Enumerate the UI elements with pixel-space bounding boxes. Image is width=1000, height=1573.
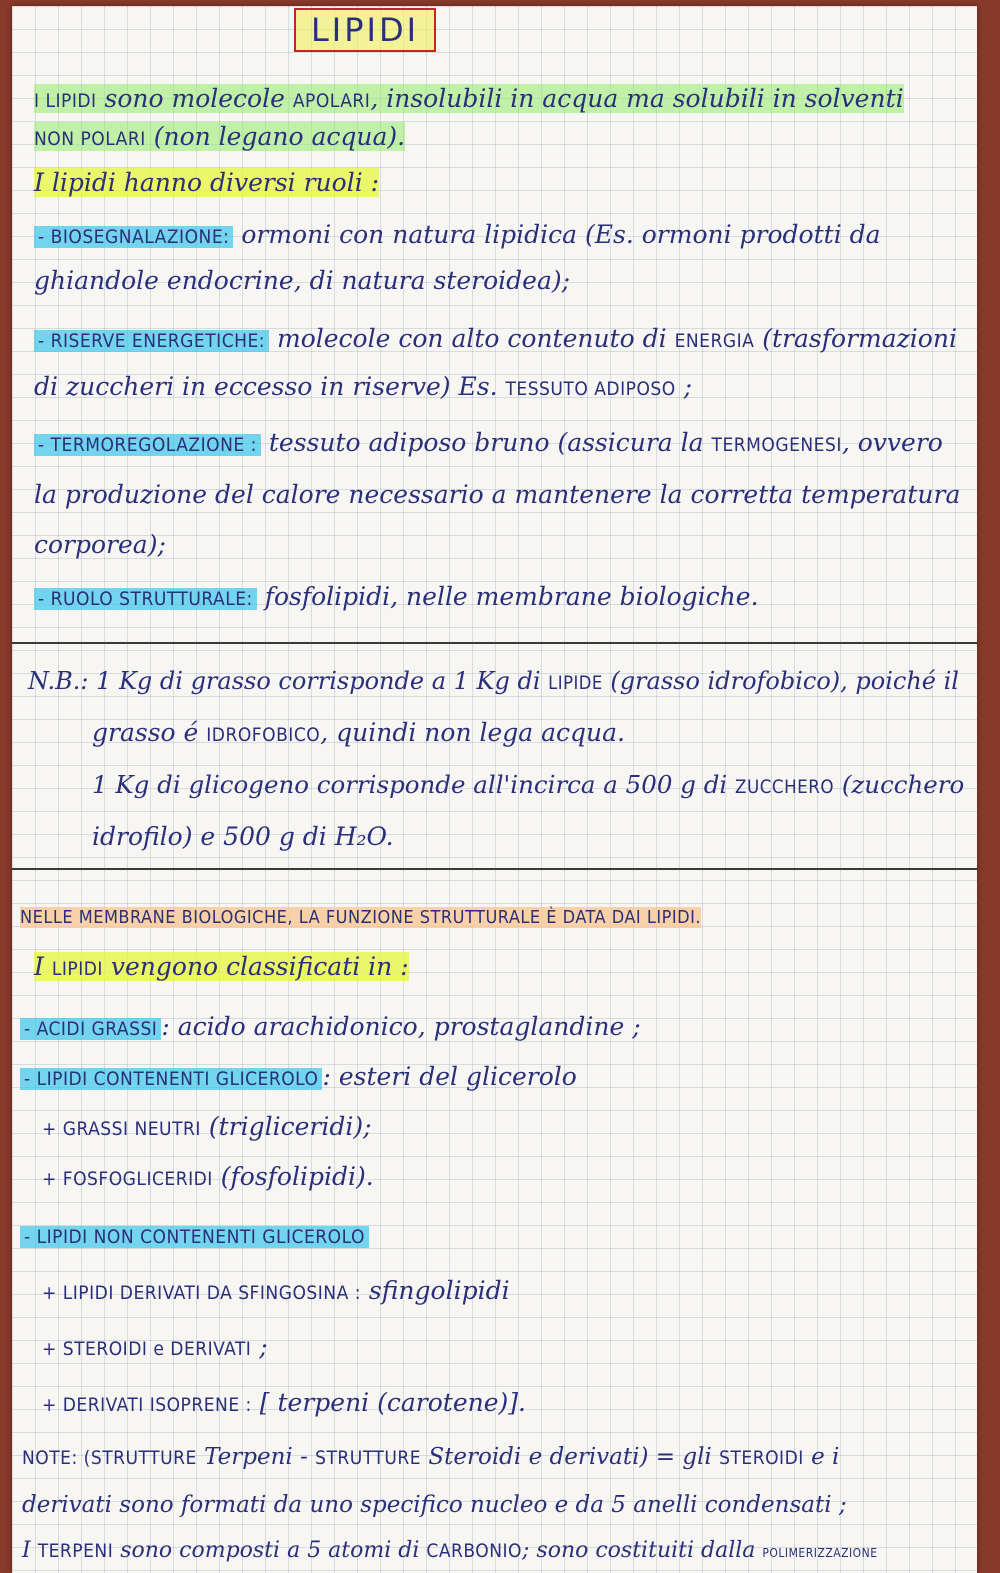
notebook-page (12, 6, 977, 1573)
role-strutturale: - RUOLO STRUTTURALE: fosfolipidi, nelle membrane biologiche. (34, 582, 759, 614)
non-glicerolo-sub-3: + DERIVATI ISOPRENE : [ terpeni (carotene)]. (42, 1388, 526, 1417)
intro-line-1: I LIPIDI sono molecole APOLARI, insolubili in acqua ma solubili in solventi (34, 84, 904, 113)
note-line-3: I TERPENI sono composti a 5 atomi di CARBONIO; sono costituiti dalla POLIMERIZZAZIONE (22, 1538, 878, 1563)
page-title: LIPIDI (294, 8, 436, 52)
class-acidi-grassi: - ACIDI GRASSI : acido arachidonico, prostaglandine ; (20, 1012, 641, 1044)
class-glicerolo: - LIPIDI CONTENENTI GLICEROLO : esteri del glicerolo (20, 1062, 577, 1094)
role-riserve-cont: di zuccheri in eccesso in riserve) Es. TESSUTO ADIPOSO ; (34, 372, 693, 401)
role-riserve: - RISERVE ENERGETICHE: molecole con alto contenuto di ENERGIA (trasformazioni (34, 324, 957, 356)
role-termoregolazione-cont-2: corporea); (34, 530, 166, 559)
divider-2 (12, 868, 977, 870)
roles-intro: I lipidi hanno diversi ruoli : (34, 168, 380, 197)
non-glicerolo-sub-2: + STEROIDI e DERIVATI ; (42, 1332, 268, 1361)
role-biosegnalazione-cont: ghiandole endocrine, di natura steroidea); (34, 266, 571, 295)
role-termoregolazione: - TERMOREGOLAZIONE : tessuto adiposo bruno (assicura la TERMOGENESI, ovvero (34, 428, 943, 460)
membrane-statement: NELLE MEMBRANE BIOLOGICHE, LA FUNZIONE STRUTTURALE È DATA DAI LIPIDI. (20, 907, 702, 928)
glicerolo-sub-2: + FOSFOGLICERIDI (fosfolipidi). (42, 1162, 374, 1191)
note-line-2: derivati sono formati da uno specifico nucleo e da 5 anelli condensati ; (22, 1492, 847, 1518)
nb-line-4: idrofilo) e 500 g di H₂O. (92, 822, 394, 851)
nb-line-1: N.B.: 1 Kg di grasso corrisponde a 1 Kg di LIPIDE (grasso idrofobico), poiché il (28, 667, 959, 695)
divider-1 (12, 642, 977, 644)
intro-line-2: NON POLARI (non legano acqua). (34, 122, 406, 151)
non-glicerolo-sub-1: + LIPIDI DERIVATI DA SFINGOSINA : sfingolipidi (42, 1276, 510, 1305)
note-line-1: NOTE: (STRUTTURE Terpeni - STRUTTURE Steroidi e derivati) = gli STEROIDI e i (22, 1444, 840, 1470)
role-termoregolazione-cont: la produzione del calore necessario a mantenere la corretta temperatura (34, 480, 961, 509)
nb-line-2: grasso é IDROFOBICO, quindi non lega acqua. (92, 718, 625, 747)
glicerolo-sub-1: + GRASSI NEUTRI (trigliceridi); (42, 1112, 372, 1141)
nb-line-3: 1 Kg di glicogeno corrisponde all'incirca a 500 g di ZUCCHERO (zucchero (92, 770, 965, 799)
class-non-glicerolo: - LIPIDI NON CONTENENTI GLICEROLO (20, 1220, 369, 1252)
classification-intro: I LIPIDI vengono classificati in : (34, 952, 409, 981)
role-biosegnalazione: - BIOSEGNALAZIONE: ormoni con natura lipidica (Es. ormoni prodotti da (34, 220, 881, 252)
